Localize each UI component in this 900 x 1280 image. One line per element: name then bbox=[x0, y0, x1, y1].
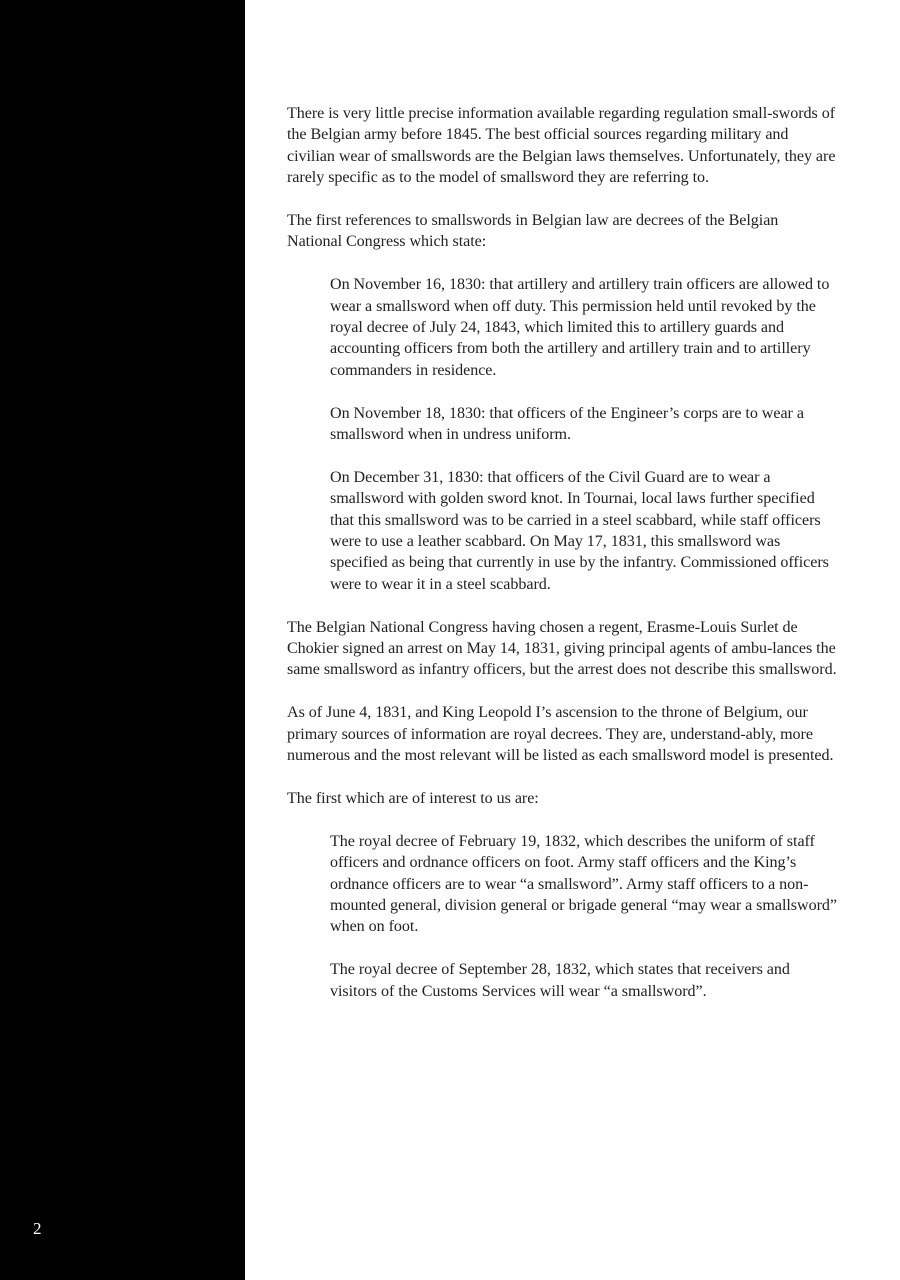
royal-decrees-list bbox=[330, 831, 837, 1002]
leopold-paragraph: As of June 4, 1831, and King Leopold I’s ascension to the throne of Belgium, our primary sources of information are royal decrees. They are, understand-ably, more numerous and the most relevant will be listed as each smallsword model is presented. bbox=[287, 704, 834, 765]
royal-decree-item: The royal decree of September 28, 1832, which states that receivers and visitors of the Customs Services will wear “a smallsword”. bbox=[330, 961, 790, 1000]
congress-decrees-list bbox=[330, 274, 837, 595]
first-references-paragraph: The first references to smallswords in Belgian law are decrees of the Belgian National Congress which state: bbox=[287, 212, 779, 251]
royal-decree-item: The royal decree of February 19, 1832, which describes the uniform of staff officers and ordnance officers on foot. Army staff officers and the King’s ordnance officers are to wear “a smallsword”. Army staff officers to a non-mounted general, division general or brigade general “may wear a smallsword” when on foot. bbox=[330, 832, 837, 936]
black-sidebar bbox=[0, 0, 245, 1280]
first-interest-paragraph: The first which are of interest to us are: bbox=[287, 789, 539, 807]
intro-paragraph: There is very little precise information available regarding regulation small-swords of the Belgian army before 1845. The best official sources regarding military and civilian wear of smallswords are the Belgian laws themselves. Unfortunately, they are rarely specific as to the model of smallsword they are referring to. bbox=[287, 105, 836, 187]
page-body bbox=[287, 103, 837, 1023]
decree-item: On December 31, 1830: that officers of the Civil Guard are to wear a smallsword with golden sword knot. In Tournai, local laws further specified that this smallsword was to be carried in a steel scabbard, while staff officers were to use a leather scabbard. On May 17, 1831, this smallsword was specified as being that currently in use by the infantry. Commissioned officers were to wear it in a steel scabbard. bbox=[330, 468, 829, 593]
regent-paragraph: The Belgian National Congress having chosen a regent, Erasme-Louis Surlet de Chokier signed an arrest on May 14, 1831, giving principal agents of ambu-lances the same smallsword as infantry officers, but the arrest does not describe this smallsword. bbox=[287, 618, 837, 679]
page-number: 2 bbox=[33, 1219, 42, 1238]
decree-item: On November 18, 1830: that officers of the Engineer’s corps are to wear a smallsword when in undress uniform. bbox=[330, 404, 804, 444]
decree-item: On November 16, 1830: that artillery and artillery train officers are allowed to wear a smallsword when off duty. This permission held until revoked by the royal decree of July 24, 1843, which limited this to artillery guards and accounting officers from both the artillery and artillery train and to artillery commanders in residence. bbox=[330, 276, 830, 379]
